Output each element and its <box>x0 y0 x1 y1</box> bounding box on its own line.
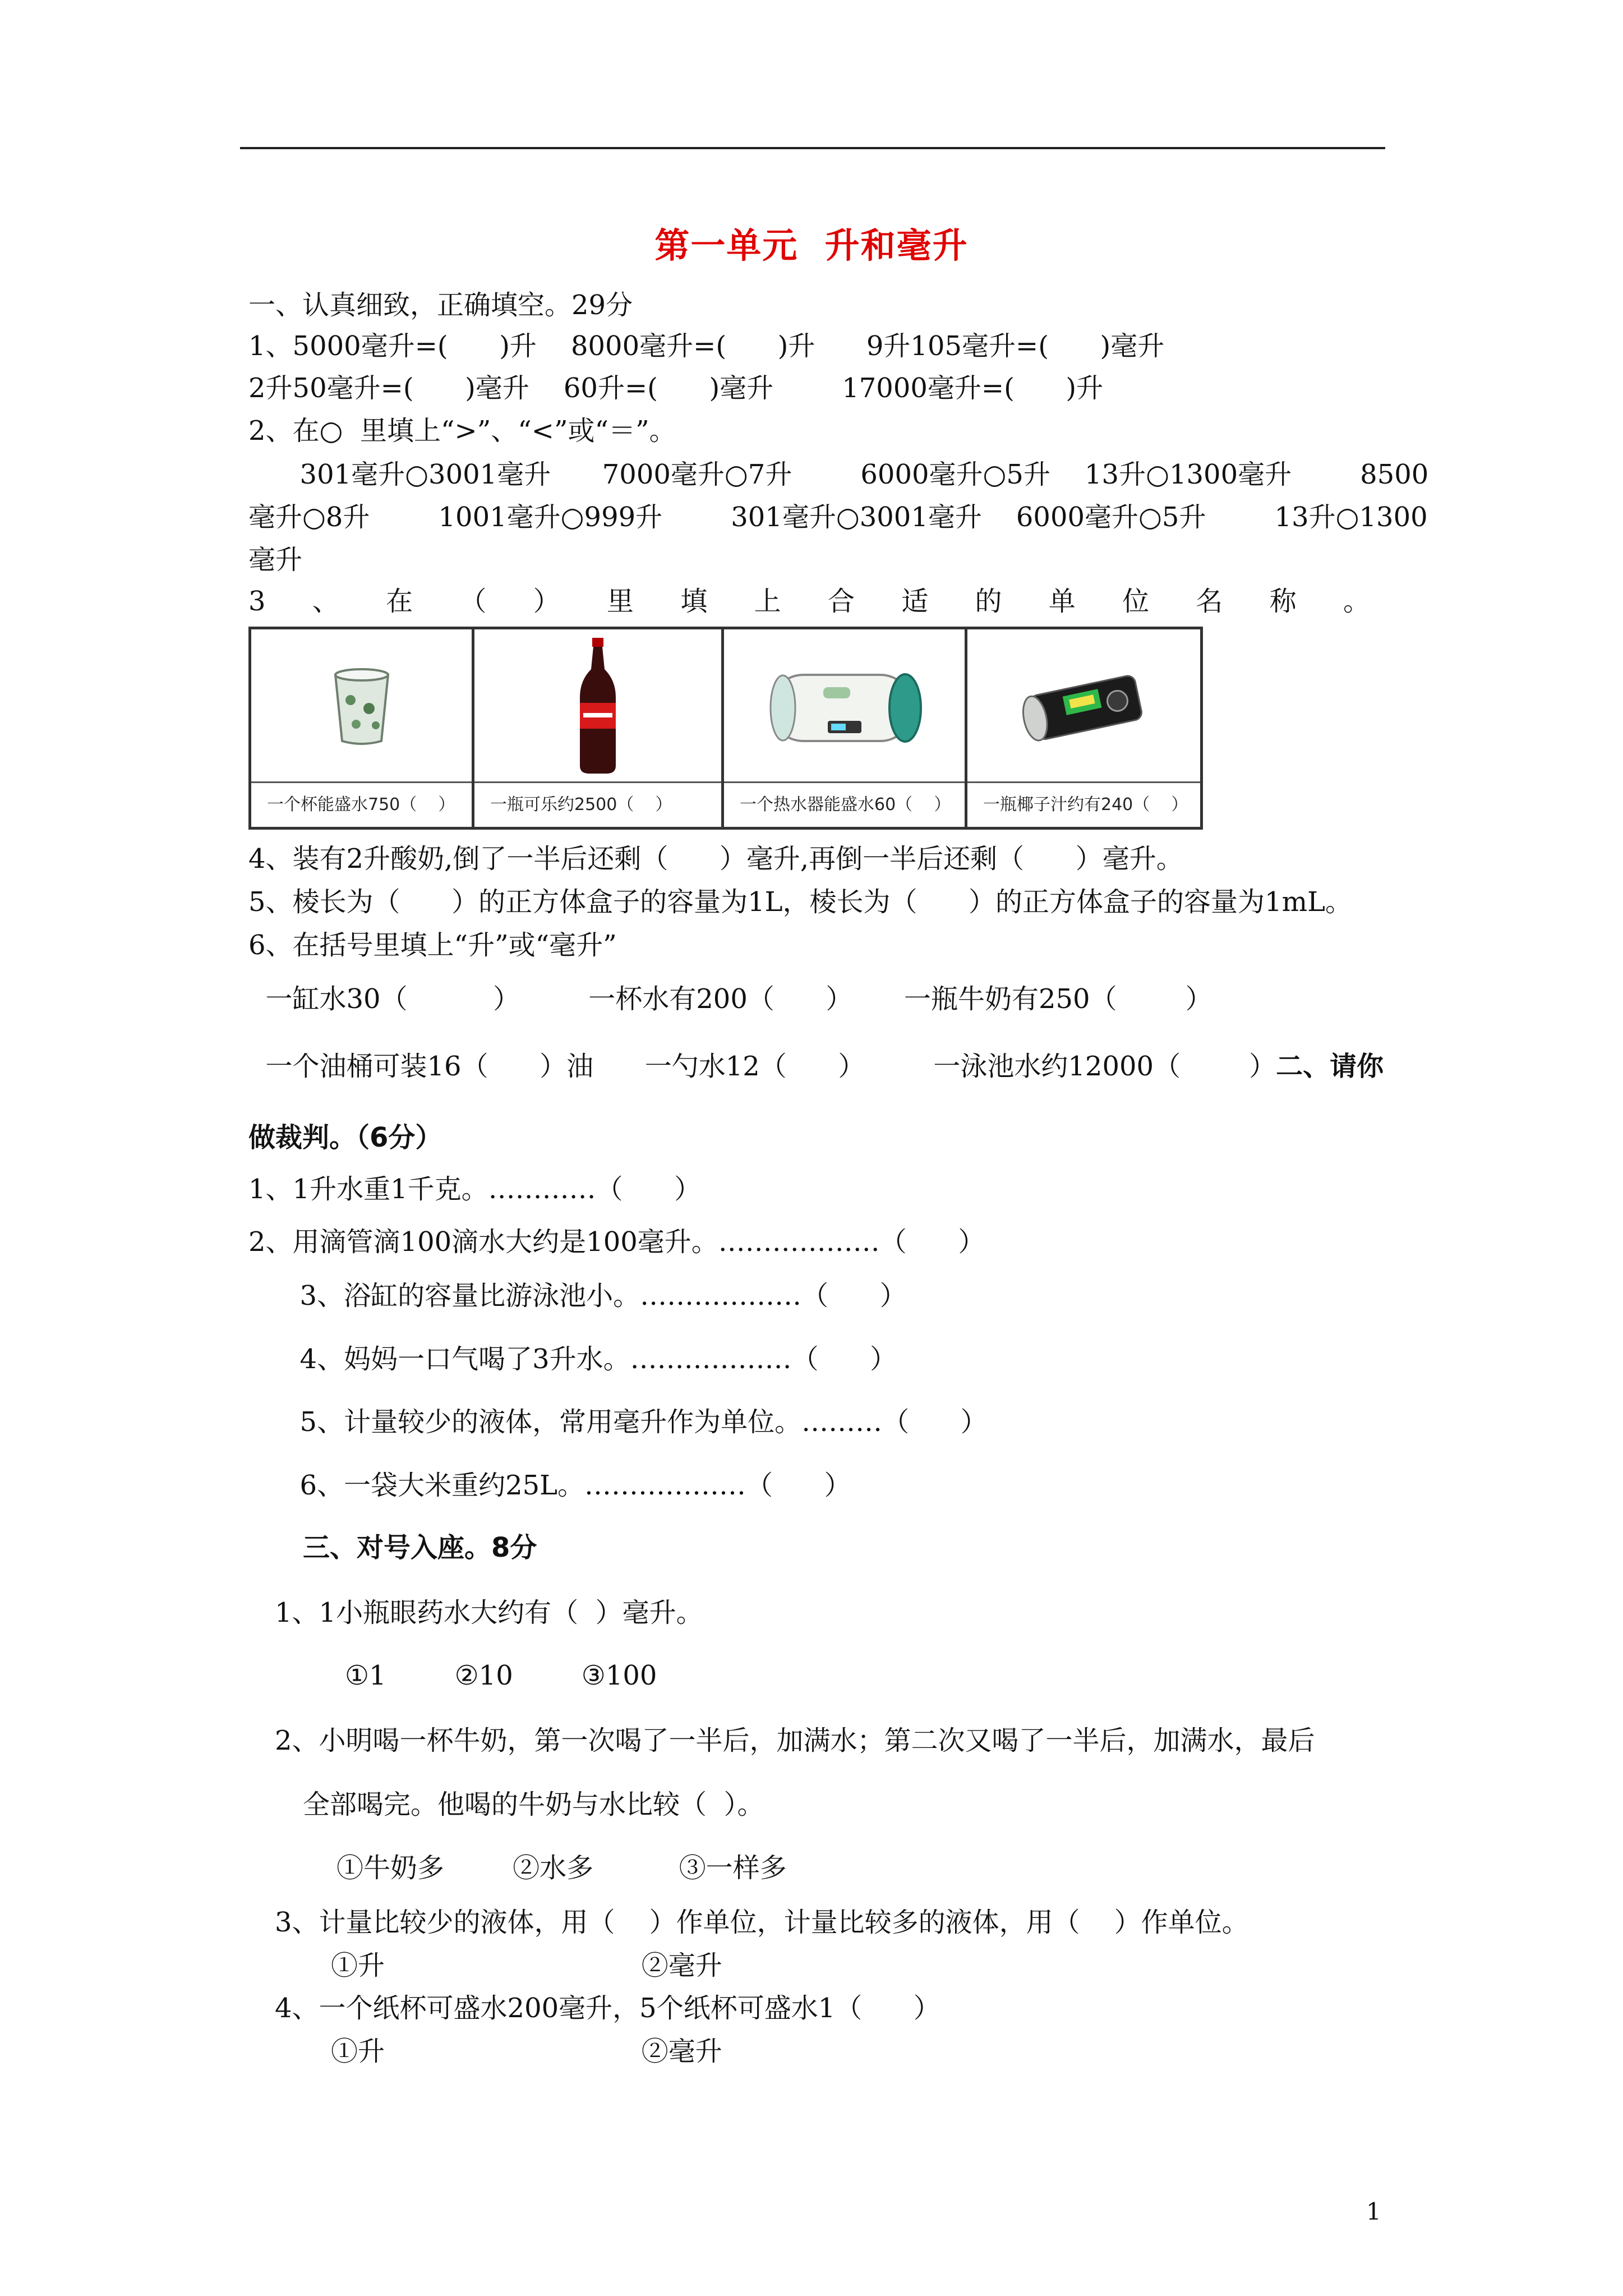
q3-char: 、 <box>312 586 339 617</box>
q1-line2: 2升50毫升=( )毫升 60升=( )毫升 17000毫升=( )升 <box>248 372 1104 404</box>
heater-caption: 一个热水器能盛水60（ ） <box>724 781 965 827</box>
coconut-cell <box>967 629 1200 827</box>
page-number: 1 <box>1366 2198 1381 2225</box>
section2-heading-start: 二、请你 <box>1276 1051 1384 1082</box>
q3-image-table <box>248 627 1203 830</box>
section2-heading: 做裁判。（6分） <box>248 1122 442 1153</box>
q1-line1: 1、5000毫升=( )升 8000毫升=( )升 9升105毫升=( )毫升 <box>248 330 1165 362</box>
cola-caption: 一瓶可乐约2500（ ） <box>474 781 721 827</box>
s3-q1: 1、1小瓶眼药水大约有（ ）毫升。 <box>275 1597 703 1628</box>
q3-char: 。 <box>1343 586 1370 617</box>
q6-line2-text: 一个油桶可装16（ ）油 一勺水12（ ） 一泳池水约12000（ ） <box>248 1051 1276 1082</box>
judge-item: 6、一袋大米重约25L。………………（ ） <box>248 1470 851 1501</box>
s3-q2-line2: 全部喝完。他喝的牛奶与水比较（ ）。 <box>303 1789 764 1820</box>
s3-q2-line1: 2、小明喝一杯牛奶，第一次喝了一半后，加满水；第二次又喝了一半后，加满水，最后 <box>275 1725 1315 1756</box>
judge-item: 4、妈妈一口气喝了3升水。………………（ ） <box>248 1343 897 1375</box>
q2-line3: 毫升 <box>248 544 303 576</box>
q3-char: ） <box>533 586 560 617</box>
s3-q1-options: ①1 ②10 ③100 <box>345 1660 657 1691</box>
page-title: 第一单元 升和毫升 <box>654 225 969 266</box>
q3-char: 的 <box>975 586 1002 617</box>
cola-bottle-icon <box>474 629 721 781</box>
s3-q3-options: ①升 ②毫升 <box>331 1950 722 1981</box>
q2-line1: 301毫升○3001毫升 7000毫升○7升 6000毫升○5升 13升○1300毫升 8500 <box>248 459 1429 490</box>
q3-char: 适 <box>901 586 929 617</box>
coconut-can-icon <box>967 629 1200 781</box>
judge-item: 5、计量较少的液体，常用毫升作为单位。………（ ） <box>248 1406 988 1438</box>
header-rule <box>240 147 1385 149</box>
water-heater-icon <box>724 629 965 781</box>
q3-char: 单 <box>1048 586 1076 617</box>
section1-heading: 一、认真细致，正确填空。29分 <box>248 289 633 321</box>
judge-item: 2、用滴管滴100滴水大约是100毫升。………………（ ） <box>248 1226 985 1258</box>
q2-line2: 毫升○8升 1001毫升○999升 301毫升○3001毫升 6000毫升○5升 13升○1300 <box>248 501 1428 533</box>
section3-heading: 三、对号入座。8分 <box>303 1532 537 1563</box>
cup-icon <box>251 629 472 781</box>
q3-char: 填 <box>680 586 708 617</box>
heater-cell <box>724 629 967 827</box>
cup-caption: 一个杯能盛水750（ ） <box>251 781 472 827</box>
q3-char: 合 <box>827 586 855 617</box>
q6-line2 <box>248 1050 1384 1083</box>
q3-char: 3 <box>248 586 266 617</box>
q6-intro: 6、在括号里填上“升”或“毫升” <box>248 930 617 961</box>
q4: 4、装有2升酸奶,倒了一半后还剩（ ）毫升,再倒一半后还剩（ ）毫升。 <box>248 843 1183 875</box>
judge-item: 1、1升水重1千克。…………（ ） <box>248 1174 702 1205</box>
q3-char: 里 <box>607 586 634 617</box>
cup-cell <box>251 629 474 827</box>
q3-char: （ <box>459 586 487 617</box>
s3-q2-options: ①牛奶多 ②水多 ③一样多 <box>336 1852 787 1884</box>
q2-intro: 2、在○ 里填上“>”、“<”或“＝”。 <box>248 415 676 447</box>
q3-char: 位 <box>1122 586 1150 617</box>
q3-char: 称 <box>1269 586 1297 617</box>
q6-line1: 一缸水30（ ） 一杯水有200（ ） 一瓶牛奶有250（ ） <box>248 983 1212 1015</box>
s3-q4: 4、一个纸杯可盛水200毫升，5个纸杯可盛水1（ ） <box>275 1993 940 2024</box>
judge-item: 3、浴缸的容量比游泳池小。………………（ ） <box>248 1280 907 1312</box>
q3-char: 上 <box>754 586 781 617</box>
q5: 5、棱长为（ ）的正方体盒子的容量为1L，棱长为（ ）的正方体盒子的容量为1mL。 <box>248 886 1352 918</box>
q3-char: 名 <box>1196 586 1223 617</box>
cola-cell <box>474 629 724 827</box>
q3-char: 在 <box>386 586 413 617</box>
s3-q4-options: ①升 ②毫升 <box>331 2036 722 2067</box>
s3-q3: 3、计量比较少的液体，用（ ）作单位，计量比较多的液体，用（ ）作单位。 <box>275 1907 1249 1938</box>
q3-prompt <box>248 585 1370 618</box>
coconut-caption: 一瓶椰子汁约有240（ ） <box>967 781 1200 827</box>
